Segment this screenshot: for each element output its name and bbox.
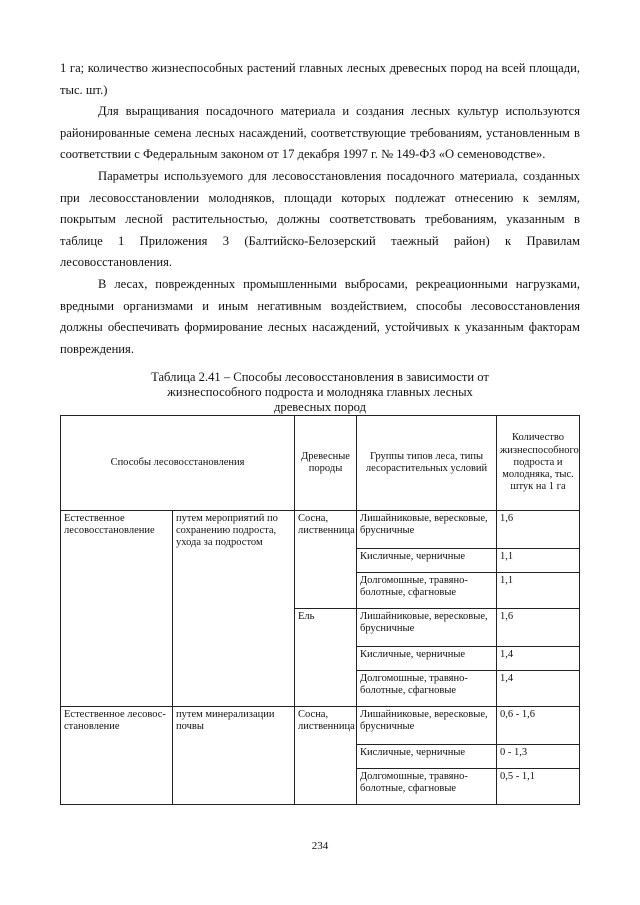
paragraph-seeds: Для выращивания посадочного материала и создания лесных культур используются районированные семена лесных насаждений, соответствующие требованиям, установленным в соответствии с Федеральным законом от 17 декабря 1997 г. № 149-ФЗ «О семеноводстве». <box>60 104 580 162</box>
cell-forest-type: Кисличные, черничные <box>357 745 497 769</box>
header-methods: Способы лесовосстановления <box>61 416 295 511</box>
cell-forest-type: Кисличные, черничные <box>357 549 497 573</box>
header-quantity: Количество жизнеспособного подроста и молодняка, тыс. штук на 1 га <box>497 416 580 511</box>
cell-forest-type: Долгомошные, травяно-болотные, сфагновые <box>357 769 497 805</box>
header-forest-types: Группы типов леса, типы лесорастительных условий <box>357 416 497 511</box>
cell-quantity: 1,1 <box>497 573 580 609</box>
table-row <box>61 707 580 745</box>
cell-species: Сосна, лиственница <box>295 511 357 609</box>
header-species: Древесные породы <box>295 416 357 511</box>
page-number: 234 <box>311 840 329 852</box>
cell-forest-type: Кисличные, черничные <box>357 647 497 671</box>
table-header-row <box>61 416 580 511</box>
cell-quantity: 1,4 <box>497 647 580 671</box>
cell-forest-type: Долгомошные, травяно-болотные, сфагновые <box>357 671 497 707</box>
cell-way: путем минерализации почвы <box>173 707 295 805</box>
cell-forest-type: Лишайниковые, вересковые, брусничные <box>357 707 497 745</box>
paragraph-continuation: 1 га; количество жизнеспособных растений главных лесных древесных пород на всей площади, тыс. шт.) <box>60 61 580 97</box>
cell-species: Сосна, лиственница <box>295 707 357 805</box>
cell-quantity: 0,5 - 1,1 <box>497 769 580 805</box>
cell-quantity: 0,6 - 1,6 <box>497 707 580 745</box>
cell-quantity: 1,6 <box>497 511 580 549</box>
table-row <box>61 511 580 549</box>
cell-method: Естественное лесовосстановление <box>61 511 173 707</box>
cell-quantity: 1,1 <box>497 549 580 573</box>
cell-quantity: 1,4 <box>497 671 580 707</box>
cell-forest-type: Лишайниковые, вересковые, брусничные <box>357 511 497 549</box>
cell-way: путем мероприятий по сохранению подроста, ухода за подростом <box>173 511 295 707</box>
cell-quantity: 0 - 1,3 <box>497 745 580 769</box>
cell-species: Ель <box>295 609 357 707</box>
cell-forest-type: Лишайниковые, вересковые, брусничные <box>357 609 497 647</box>
cell-forest-type: Долгомошные, травяно-болотные, сфагновые <box>357 573 497 609</box>
reforestation-table <box>60 415 580 805</box>
paragraph-planting-parameters: Параметры используемого для лесовосстановления посадочного материала, созданных при лесовосстановлении молодняков, площади которых подлежат отнесению к землям, покрытым лесной растительностью, должны соответствовать требованиям, указанным в таблице 1 Приложения 3 (Балтийско-Белозерский таежный район) к Правилам лесовосстановления. <box>60 168 580 270</box>
page-body <box>60 58 580 360</box>
cell-method: Естественное лесовос-становление <box>61 707 173 805</box>
cell-quantity: 1,6 <box>497 609 580 647</box>
table-caption: Таблица 2.41 – Способы лесовосстановления в зависимости от жизнеспособного подроста и молодняка главных лесных древесных пород <box>151 370 489 414</box>
paragraph-damaged-forests: В лесах, поврежденных промышленными выбросами, рекреационными нагрузками, вредными организмами и иным негативным воздействием, способы лесовосстановления должны обеспечивать формирование лесных насаждений, устойчивых к указанным факторам повреждения. <box>60 276 580 356</box>
